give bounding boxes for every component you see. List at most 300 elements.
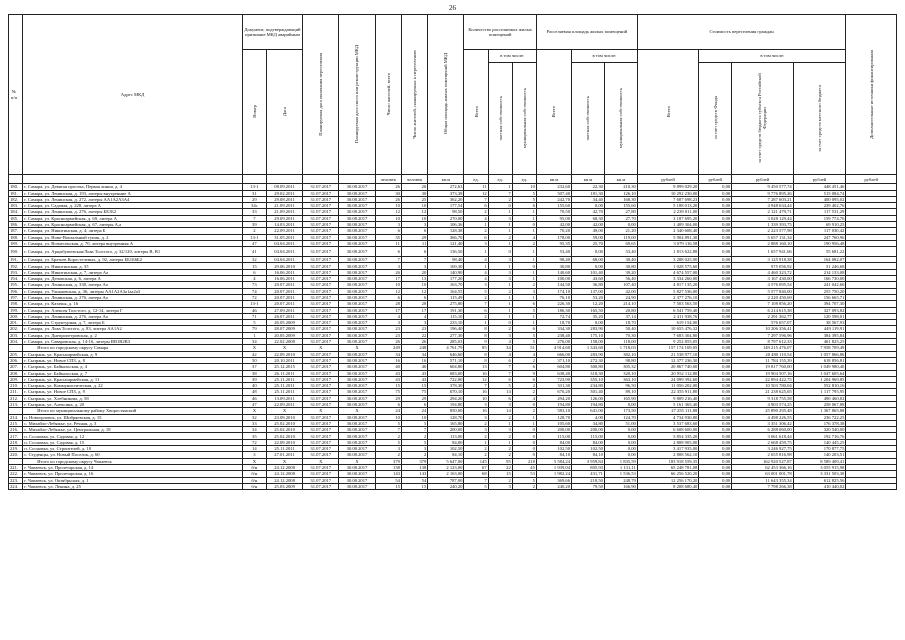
table-cell: 0 xyxy=(488,203,512,209)
table-cell: 39 xyxy=(242,221,266,227)
table-cell: 165,90 xyxy=(604,395,637,401)
table-cell: 9 xyxy=(464,339,488,345)
table-cell: 371,10 xyxy=(536,357,571,363)
table-cell: 30.08.2017 xyxy=(339,357,375,363)
address-cell: г. Самара, ул. Структурная, д. 7, литера Б xyxy=(23,320,243,326)
table-cell: 31.07.2017 xyxy=(303,184,339,190)
address-cell: г. Самара, ул. Деповская, д. 6, литера А xyxy=(23,276,243,282)
table-cell: 75 xyxy=(375,389,401,395)
unit-cell: рублей xyxy=(637,175,698,184)
table-cell: 22,30 xyxy=(572,184,605,190)
table-cell: 95,35 xyxy=(536,240,571,246)
table-cell: 3 xyxy=(512,288,536,294)
table-cell: 1 049 980,40 xyxy=(793,364,846,370)
table-cell: 239 402,76 xyxy=(793,203,846,209)
table-cell: 275,80 xyxy=(428,301,464,307)
table-cell: 248 xyxy=(401,345,427,351)
table-cell: 23.09.2010 xyxy=(266,414,302,420)
table-cell: 13-1 xyxy=(242,301,266,307)
table-cell: 30.08.2017 xyxy=(339,196,375,202)
table-cell: 25.11.2011 xyxy=(266,446,302,452)
table-cell: 3 xyxy=(375,221,401,227)
table-cell: 84,10 xyxy=(572,452,605,458)
table-cell: 12 xyxy=(401,288,427,294)
table-cell: 618 856,81 xyxy=(793,357,846,363)
table-cell: 24 xyxy=(401,408,427,414)
table-cell: 4 xyxy=(464,257,488,263)
table-cell: 294,20 xyxy=(428,395,464,401)
table-cell: 0,00 xyxy=(699,228,732,234)
table-cell: 1 982,24 xyxy=(536,471,571,477)
table-cell: 1 xyxy=(242,332,266,338)
table-cell: 384 395,84 xyxy=(793,332,846,338)
table-cell: 41 xyxy=(242,247,266,257)
header-rooms-private: частная собственность xyxy=(497,95,503,141)
table-cell: 0,00 xyxy=(699,313,732,319)
table-cell: 3 055 915,98 xyxy=(793,464,846,470)
table-cell: 219. xyxy=(9,446,23,452)
table-cell: 106,36 xyxy=(428,221,464,227)
address-cell: г. Сызрань, ул. Хлебникова, д. 58 xyxy=(23,395,243,401)
table-cell: 1 xyxy=(488,307,512,313)
table-cell: 0,00 xyxy=(604,221,637,227)
table-cell: 2 xyxy=(512,389,536,395)
table-cell: 331,30 xyxy=(536,383,571,389)
table-cell: 30.08.2017 xyxy=(339,339,375,345)
table-cell: 21 238 625,65 xyxy=(732,389,793,395)
table-cell: 1 xyxy=(512,276,536,282)
unit-cell: человек xyxy=(401,175,427,184)
table-cell: 29 xyxy=(401,395,427,401)
table-cell: 115,00 xyxy=(572,433,605,439)
unit-cell: ед. xyxy=(512,175,536,184)
table-cell: 102,50 xyxy=(428,446,464,452)
table-cell: 327 093,82 xyxy=(793,307,846,313)
table-cell: 24,90 xyxy=(604,294,637,300)
table-cell: 206. xyxy=(9,357,23,363)
table-cell: 32 xyxy=(242,257,266,263)
table-cell: 30,80 xyxy=(604,263,637,269)
table-cell: 3 xyxy=(488,215,512,221)
table-cell: 31.07.2017 xyxy=(303,446,339,452)
address-cell: г. Самара, ул. Казачья, д. 16 xyxy=(23,301,243,307)
table-cell: 195. xyxy=(9,282,23,288)
table-cell: 10 xyxy=(401,282,427,288)
table-cell: 26 xyxy=(401,339,427,345)
table-cell: 1 xyxy=(488,439,512,445)
table-cell: 1 xyxy=(512,228,536,234)
table-cell: 188. xyxy=(9,234,23,240)
table-cell: 2 xyxy=(464,452,488,458)
table-cell: 0,00 xyxy=(699,209,732,215)
table-cell: 26 xyxy=(375,339,401,345)
table-cell: 240,20 xyxy=(428,483,464,489)
table-cell: 23 xyxy=(401,326,427,332)
table-cell: 0 xyxy=(512,427,536,433)
table-cell: 8 xyxy=(464,326,488,332)
table-cell: 3 246 927,75 xyxy=(732,446,793,452)
header-cost-region: за счет средств бюджета субъекта Российской Федерации xyxy=(757,73,768,163)
table-cell: 0,00 xyxy=(604,427,637,433)
table-cell: 8 xyxy=(464,351,488,357)
unit-cell xyxy=(266,175,302,184)
table-cell: 0,00 xyxy=(699,427,732,433)
table-cell: 39 xyxy=(242,376,266,382)
table-cell: 48 xyxy=(242,389,266,395)
table-cell: 54 xyxy=(375,477,401,483)
table-cell: 34,40 xyxy=(572,196,605,202)
table-cell: 7 108 856,20 xyxy=(732,301,793,307)
table-cell: 11 056 202,00 xyxy=(637,383,698,389)
table-cell: 21.09.2011 xyxy=(266,209,302,215)
table-cell: 2 xyxy=(512,357,536,363)
table-cell: 1 536,53 xyxy=(604,471,637,477)
table-cell: 1 813 622,88 xyxy=(637,247,698,257)
table-cell: 143 xyxy=(375,471,401,477)
table-cell: 30.08.2017 xyxy=(339,452,375,458)
table-cell: 3 167 430,00 xyxy=(732,276,793,282)
table-cell: 7 xyxy=(488,190,512,196)
table-cell: 149 215 476,07 xyxy=(732,345,793,351)
table-cell: 30.08.2017 xyxy=(339,446,375,452)
table-cell: 155,60 xyxy=(604,203,637,209)
table-cell: 20.10.2011 xyxy=(266,357,302,363)
table-cell: 7 503 563,50 xyxy=(637,301,698,307)
table-cell: 181,30 xyxy=(572,190,605,196)
table-cell: 6 xyxy=(464,203,488,209)
table-cell: 6 541 759,40 xyxy=(637,307,698,313)
unit-cell: рублей xyxy=(699,175,732,184)
table-cell: 115,10 xyxy=(428,313,464,319)
table-cell: 2 888 160,10 xyxy=(732,240,793,246)
table-cell: 30.08.2017 xyxy=(339,402,375,408)
table-cell: 294,20 xyxy=(536,395,571,401)
table-cell: 40 xyxy=(375,364,401,370)
table-cell: 5 xyxy=(242,320,266,326)
table-cell: 30.08.2017 xyxy=(339,228,375,234)
table-cell: 14 xyxy=(242,446,266,452)
table-cell: 4 xyxy=(488,339,512,345)
table-cell: X xyxy=(339,345,375,351)
table-cell: 04.04.2011 xyxy=(266,257,302,263)
table-cell: 379 xyxy=(375,458,401,464)
unit-cell xyxy=(23,175,243,184)
table-cell: 4 914,60 xyxy=(536,345,571,351)
unit-cell: кв.м xyxy=(428,175,464,184)
table-cell: 138 xyxy=(375,464,401,470)
table-cell: 30.08.2017 xyxy=(339,370,375,376)
table-cell: X xyxy=(266,458,302,464)
table-cell: 31.07.2017 xyxy=(303,221,339,227)
table-cell: 9 450 577,74 xyxy=(732,184,793,190)
header-cost-fund: за счет средств Фонда xyxy=(712,96,718,140)
table-cell: 140 445,25 xyxy=(793,439,846,445)
table-cell: 24 xyxy=(375,408,401,414)
table-cell: 29 xyxy=(242,196,266,202)
table-cell: 17 xyxy=(375,307,401,313)
table-cell: 6 xyxy=(488,357,512,363)
header-planned-demolish: Планируемая дата сноса или реконструкции МКД xyxy=(354,44,360,144)
table-cell: 2 123,00 xyxy=(428,464,464,470)
table-cell: 25 xyxy=(401,196,427,202)
table-cell: 04.04.2011 xyxy=(266,247,302,257)
header-doc-group: Документ, подтверждающий признание МКД аварийным xyxy=(242,15,302,50)
header-planned-end: Планируемая дата окончания переселения xyxy=(318,52,324,136)
table-cell: 2 xyxy=(401,433,427,439)
table-cell: 31.07.2017 xyxy=(303,263,339,269)
unit-cell: рублей xyxy=(732,175,793,184)
table-cell: 192. xyxy=(9,263,23,269)
table-cell: 200,00 xyxy=(428,427,464,433)
table-cell: 202. xyxy=(9,326,23,332)
table-cell: 47 xyxy=(242,240,266,246)
table-cell: 22.09.2011 xyxy=(266,402,302,408)
table-cell: 31.07.2017 xyxy=(303,332,339,338)
table-cell: 220. xyxy=(9,452,23,458)
table-cell: 25.03.2009 xyxy=(266,483,302,489)
table-cell: 53,40 xyxy=(604,247,637,257)
table-cell: 16 xyxy=(464,408,488,414)
table-cell: 177,20 xyxy=(428,276,464,282)
address-cell: Итого по муниципальному району Хворостянский xyxy=(23,408,243,414)
table-cell: 218,50 xyxy=(572,477,605,483)
table-cell: 128,38 xyxy=(428,228,464,234)
table-cell: 42,00 xyxy=(536,221,571,227)
table-cell: 850,00 xyxy=(428,408,464,414)
table-cell: 641,00 xyxy=(572,408,605,414)
table-cell: б/н xyxy=(242,464,266,470)
table-cell: 1 xyxy=(464,439,488,445)
table-cell: 31.07.2017 xyxy=(303,452,339,458)
table-cell: 8 208 680,40 xyxy=(637,483,698,489)
table-cell: 31.07.2017 xyxy=(303,301,339,307)
table-cell: 140,60 xyxy=(536,269,571,275)
table-cell: 1 xyxy=(488,221,512,227)
table-cell: 0 xyxy=(512,402,536,408)
table-cell: 223. xyxy=(9,477,23,483)
table-cell: 69 910,25 xyxy=(793,221,846,227)
table-cell: 19 817 760,00 xyxy=(732,364,793,370)
table-cell: 196. xyxy=(9,288,23,294)
table-cell: 7 958 709,49 xyxy=(793,345,846,351)
table-cell: 30.08.2017 xyxy=(339,439,375,445)
table-cell: 10 xyxy=(375,215,401,221)
address-cell: Итого по городскому округу Чапаевск xyxy=(23,458,243,464)
table-cell: 6 xyxy=(401,402,427,408)
table-cell: 31.07.2017 xyxy=(303,313,339,319)
table-cell: 194,80 xyxy=(536,402,571,408)
table-cell: 16 xyxy=(375,357,401,363)
table-cell: 10 xyxy=(401,203,427,209)
table-cell: 56,40 xyxy=(604,276,637,282)
table-cell: 5 xyxy=(512,332,536,338)
table-cell: 3 028 129,44 xyxy=(732,215,793,221)
table-cell: 23 xyxy=(375,332,401,338)
table-cell: 34 xyxy=(242,339,266,345)
table-cell: 31.07.2017 xyxy=(303,190,339,196)
table-cell: 646,60 xyxy=(428,351,464,357)
table-cell: 43,60 xyxy=(572,276,605,282)
table-cell: 30.08.2017 xyxy=(339,389,375,395)
table-cell: 232,60 xyxy=(536,184,571,190)
table-cell: 234,80 xyxy=(572,383,605,389)
table-cell: 102,50 xyxy=(536,446,571,452)
address-cell: г. Самара, ул. Ново-Вокзальный тупик, д. 2 xyxy=(23,234,243,240)
table-cell: 214 133,08 xyxy=(793,269,846,275)
table-cell: 4 576 095,54 xyxy=(732,282,793,288)
table-cell: 0,00 xyxy=(699,240,732,246)
table-cell: 2 808 905,00 xyxy=(637,439,698,445)
table-cell: 272,30 xyxy=(572,357,605,363)
table-cell: 2 xyxy=(375,433,401,439)
table-cell: 143 xyxy=(401,471,427,477)
unit-cell: рублей xyxy=(846,175,897,184)
table-cell: 24.12.2008 xyxy=(266,471,302,477)
table-cell: 0,00 xyxy=(699,326,732,332)
table-cell: 35 xyxy=(375,234,401,240)
table-cell: 30.08.2017 xyxy=(339,433,375,439)
table-cell: 1 xyxy=(488,263,512,269)
table-cell: 43 xyxy=(375,376,401,382)
table-cell: 29.08.2011 xyxy=(266,196,302,202)
table-cell: 25,70 xyxy=(572,240,605,246)
table-cell: 53,40 xyxy=(536,247,571,257)
table-cell: 26 xyxy=(375,184,401,190)
table-cell: 2 xyxy=(488,326,512,332)
table-cell: 722,80 xyxy=(428,376,464,382)
table-cell: 0 xyxy=(488,247,512,257)
address-cell: г. Самара, ул. Ленинская, д. 338, литера Аа xyxy=(23,282,243,288)
table-cell: 89,10 xyxy=(604,389,637,395)
table-cell: 71 xyxy=(242,313,266,319)
table-cell: 191. xyxy=(9,257,23,263)
table-cell: 0,00 xyxy=(699,301,732,307)
table-cell: 379 xyxy=(401,458,427,464)
table-cell: 15 xyxy=(375,383,401,389)
table-cell: 31.07.2017 xyxy=(303,288,339,294)
table-cell: 5 xyxy=(375,439,401,445)
table-cell: 113,00 xyxy=(428,433,464,439)
table-cell: 7 xyxy=(488,364,512,370)
table-cell: 37 xyxy=(242,364,266,370)
table-cell: 201. xyxy=(9,320,23,326)
table-cell: 7 xyxy=(464,196,488,202)
table-cell: 5 xyxy=(401,439,427,445)
header-rooms-total: Всего xyxy=(473,105,479,118)
address-cell: г. Сызрань, ул. Красноармейская, д. 11 xyxy=(23,376,243,382)
table-cell: 200. xyxy=(9,313,23,319)
table-cell: 31.07.2017 xyxy=(303,320,339,326)
table-cell: 0,00 xyxy=(699,364,732,370)
table-cell: 3 xyxy=(488,332,512,338)
table-cell: 369,66 xyxy=(536,477,571,483)
table-cell: X xyxy=(242,458,266,464)
table-cell: 31 xyxy=(242,190,266,196)
table-cell: 3 xyxy=(401,221,427,227)
table-cell: 18,70 xyxy=(604,320,637,326)
units-row xyxy=(9,175,897,184)
table-cell: 5 xyxy=(512,339,536,345)
table-cell: 29.02.2011 xyxy=(266,190,302,196)
table-cell: 84,10 xyxy=(536,452,571,458)
table-cell: 6 xyxy=(401,228,427,234)
table-cell: 193. xyxy=(9,269,23,275)
table-cell: 98,40 xyxy=(428,257,464,263)
table-cell: 320 540,00 xyxy=(793,427,846,433)
table-cell: 30.08.2017 xyxy=(339,190,375,196)
table-cell: 604,80 xyxy=(428,364,464,370)
table-cell: 2 xyxy=(512,408,536,414)
table-cell: 30.08.2017 xyxy=(339,269,375,275)
table-cell: 6 214 615,38 xyxy=(732,307,793,313)
table-cell: 3 854 335,20 xyxy=(637,433,698,439)
table-cell: 7 683 304,80 xyxy=(637,332,698,338)
table-cell: X xyxy=(242,345,266,351)
table-cell: 43 xyxy=(375,370,401,376)
table-cell: 204. xyxy=(9,339,23,345)
table-cell: 2 xyxy=(512,282,536,288)
table-cell: 13-1 xyxy=(242,184,266,190)
table-cell: 20.07.2011 xyxy=(266,288,302,294)
table-cell: 2 xyxy=(464,433,488,439)
table-cell: 490 460,82 xyxy=(793,395,846,401)
table-cell: 11 xyxy=(401,240,427,246)
table-cell: 0,00 xyxy=(699,184,732,190)
table-cell: б/н xyxy=(242,477,266,483)
table-cell: 84,10 xyxy=(428,452,464,458)
table-cell: 4 734 930,80 xyxy=(637,414,698,420)
unit-cell: рублей xyxy=(793,175,846,184)
table-cell: 3 xyxy=(401,446,427,452)
table-cell: 30.08.2017 xyxy=(339,320,375,326)
address-cell: г. Самара, ул. Ленинская, д. 276, литеры ББ1Б2 xyxy=(23,209,243,215)
unit-cell: кв.м xyxy=(572,175,605,184)
table-cell: 507,40 xyxy=(536,190,571,196)
table-cell: 6 xyxy=(401,247,427,257)
table-cell: 72 xyxy=(242,439,266,445)
table-cell: 29 xyxy=(401,234,427,240)
table-cell: 2 220 450,69 xyxy=(732,294,793,300)
table-cell: 6 xyxy=(375,228,401,234)
address-cell: г. Самара, ул. Льва Толстого, д. 83, литера АА1А2 xyxy=(23,326,243,332)
header-rooms-municipal: муниципальная собственность xyxy=(521,87,527,149)
table-cell: 3 537 683,60 xyxy=(637,420,698,426)
table-cell: 1 xyxy=(464,320,488,326)
address-cell: г. Самара, ул. Алексея Толстого, д. 12-14, литера Г xyxy=(23,307,243,313)
table-cell: 12 xyxy=(375,209,401,215)
table-cell: 30.08.2017 xyxy=(339,313,375,319)
table-cell: 2 xyxy=(488,414,512,420)
table-cell: 258 067,88 xyxy=(793,402,846,408)
table-cell: 0,00 xyxy=(699,257,732,263)
table-cell: 30.08.2017 xyxy=(339,288,375,294)
table-cell: 210. xyxy=(9,383,23,389)
table-cell: 12 377 236,30 xyxy=(637,357,698,363)
table-cell: 158,00 xyxy=(572,339,605,345)
table-cell: 666,00 xyxy=(536,351,571,357)
table-cell: 0,00 xyxy=(604,402,637,408)
address-cell: г. Сызрань, ул. Коммунистическая, д. 22 xyxy=(23,383,243,389)
table-cell: 35 xyxy=(242,433,266,439)
table-cell: 28 xyxy=(401,301,427,307)
table-cell: 66 256 520,20 xyxy=(637,471,698,477)
table-cell: 165,50 xyxy=(572,307,605,313)
table-cell: 25.12.2015 xyxy=(266,364,302,370)
table-cell: 34 xyxy=(242,427,266,433)
table-cell: 46 xyxy=(242,395,266,401)
table-cell: 2 121 479,71 xyxy=(732,209,793,215)
table-cell: 31.07.2017 xyxy=(303,203,339,209)
